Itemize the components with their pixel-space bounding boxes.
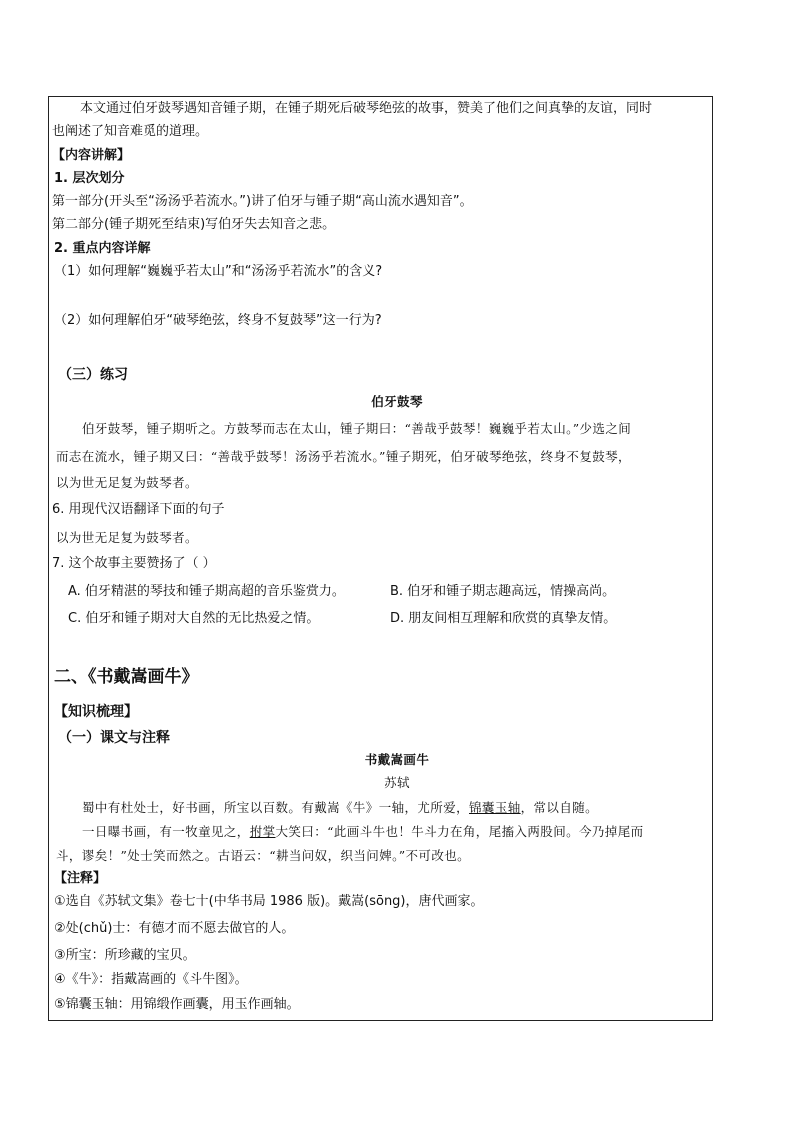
section-2-heading: 二、《书戴嵩画牛》 bbox=[54, 667, 199, 687]
intro-line-1: 本文通过伯牙鼓琴遇知音锺子期，在锺子期死后破琴绝弦的故事，赞美了他们之间真挚的友谊，同时 bbox=[80, 101, 653, 116]
paragraph-2-line-2: 斗，谬矣！”处士笑而然之。古语云：“耕当问奴，织当问婢。”不可改也。 bbox=[56, 848, 471, 863]
section-1-line-1: 第一部分(开头至“汤汤乎若流水。”)讲了伯牙与锺子期“高山流水遇知音”。 bbox=[52, 194, 473, 209]
practice-text-title: 伯牙鼓琴 bbox=[371, 394, 423, 409]
question-7: 7. 这个故事主要赞扬了（ ） bbox=[52, 556, 216, 571]
note-4: ④《牛》：指戴嵩画的《斗牛图》。 bbox=[54, 972, 248, 987]
note-5: ⑤锦囊玉轴：用锦缎作画囊，用玉作画轴。 bbox=[54, 997, 300, 1012]
intro-line-2: 也阐述了知音难觅的道理。 bbox=[52, 124, 209, 139]
question-6: 6. 用现代汉语翻译下面的句子 bbox=[52, 502, 225, 517]
content-heading: 【内容讲解】 bbox=[52, 148, 131, 163]
practice-heading: （三）练习 bbox=[58, 367, 128, 383]
question-6-sentence: 以为世无足复为鼓琴者。 bbox=[56, 530, 198, 545]
note-1: ①选自《苏轼文集》卷七十(中华书局 1986 版)。戴嵩(sōng)，唐代画家。 bbox=[54, 894, 484, 909]
question-1: （1）如何理解“巍巍乎若太山”和“汤汤乎若流水”的含义? bbox=[54, 264, 383, 279]
practice-text-line-3: 以为世无足复为鼓琴者。 bbox=[56, 475, 198, 490]
paragraph-2-line-1: 一日曝书画，有一牧童见之，拊掌大笑曰：“此画斗牛也！牛斗力在角，尾搐入两股间。今乃掉尾而 bbox=[82, 824, 644, 839]
question-2: （2）如何理解伯牙“破琴绝弦，终身不复鼓琴”这一行为? bbox=[54, 313, 382, 328]
underlined-phrase: 锦囊玉轴 bbox=[469, 800, 521, 815]
section-1-line-2: 第二部分(锺子期死至结束)写伯牙失去知音之悲。 bbox=[52, 217, 336, 232]
option-d: D. 朋友间相互理解和欣赏的真挚友情。 bbox=[390, 611, 617, 626]
option-b: B. 伯牙和锺子期志趣高远，情操高尚。 bbox=[390, 584, 616, 599]
knowledge-heading: 【知识梳理】 bbox=[54, 704, 138, 720]
paragraph-1: 蜀中有杜处士，好书画，所宝以百数。有戴嵩《牛》一轴，尤所爱，锦囊玉轴，常以自随。 bbox=[82, 800, 599, 815]
section-2-title: 2. 重点内容详解 bbox=[54, 241, 151, 256]
note-3: ③所宝：所珍藏的宝贝。 bbox=[54, 948, 196, 963]
notes-heading: 【注释】 bbox=[54, 871, 107, 886]
subsection-1-heading: （一）课文与注释 bbox=[58, 730, 170, 746]
text-title: 书戴嵩画牛 bbox=[364, 752, 430, 767]
section-1-title: 1. 层次划分 bbox=[54, 171, 125, 186]
option-a: A. 伯牙精湛的琴技和锺子期高超的音乐鉴赏力。 bbox=[68, 584, 345, 599]
note-2: ②处(chǔ)士：有德才而不愿去做官的人。 bbox=[54, 921, 295, 936]
practice-text-line-1: 伯牙鼓琴，锺子期听之。方鼓琴而志在太山，锺子期曰：“善哉乎鼓琴！巍巍乎若太山。”少选之间 bbox=[82, 421, 632, 436]
practice-text-line-2: 而志在流水，锺子期又曰：“善哉乎鼓琴！汤汤乎若流水。”锺子期死，伯牙破琴绝弦，终身不复鼓琴， bbox=[56, 449, 631, 464]
option-c: C. 伯牙和锺子期对大自然的无比热爱之情。 bbox=[68, 611, 320, 626]
text-author: 苏轼 bbox=[384, 775, 410, 790]
underlined-phrase: 拊掌 bbox=[249, 824, 276, 839]
